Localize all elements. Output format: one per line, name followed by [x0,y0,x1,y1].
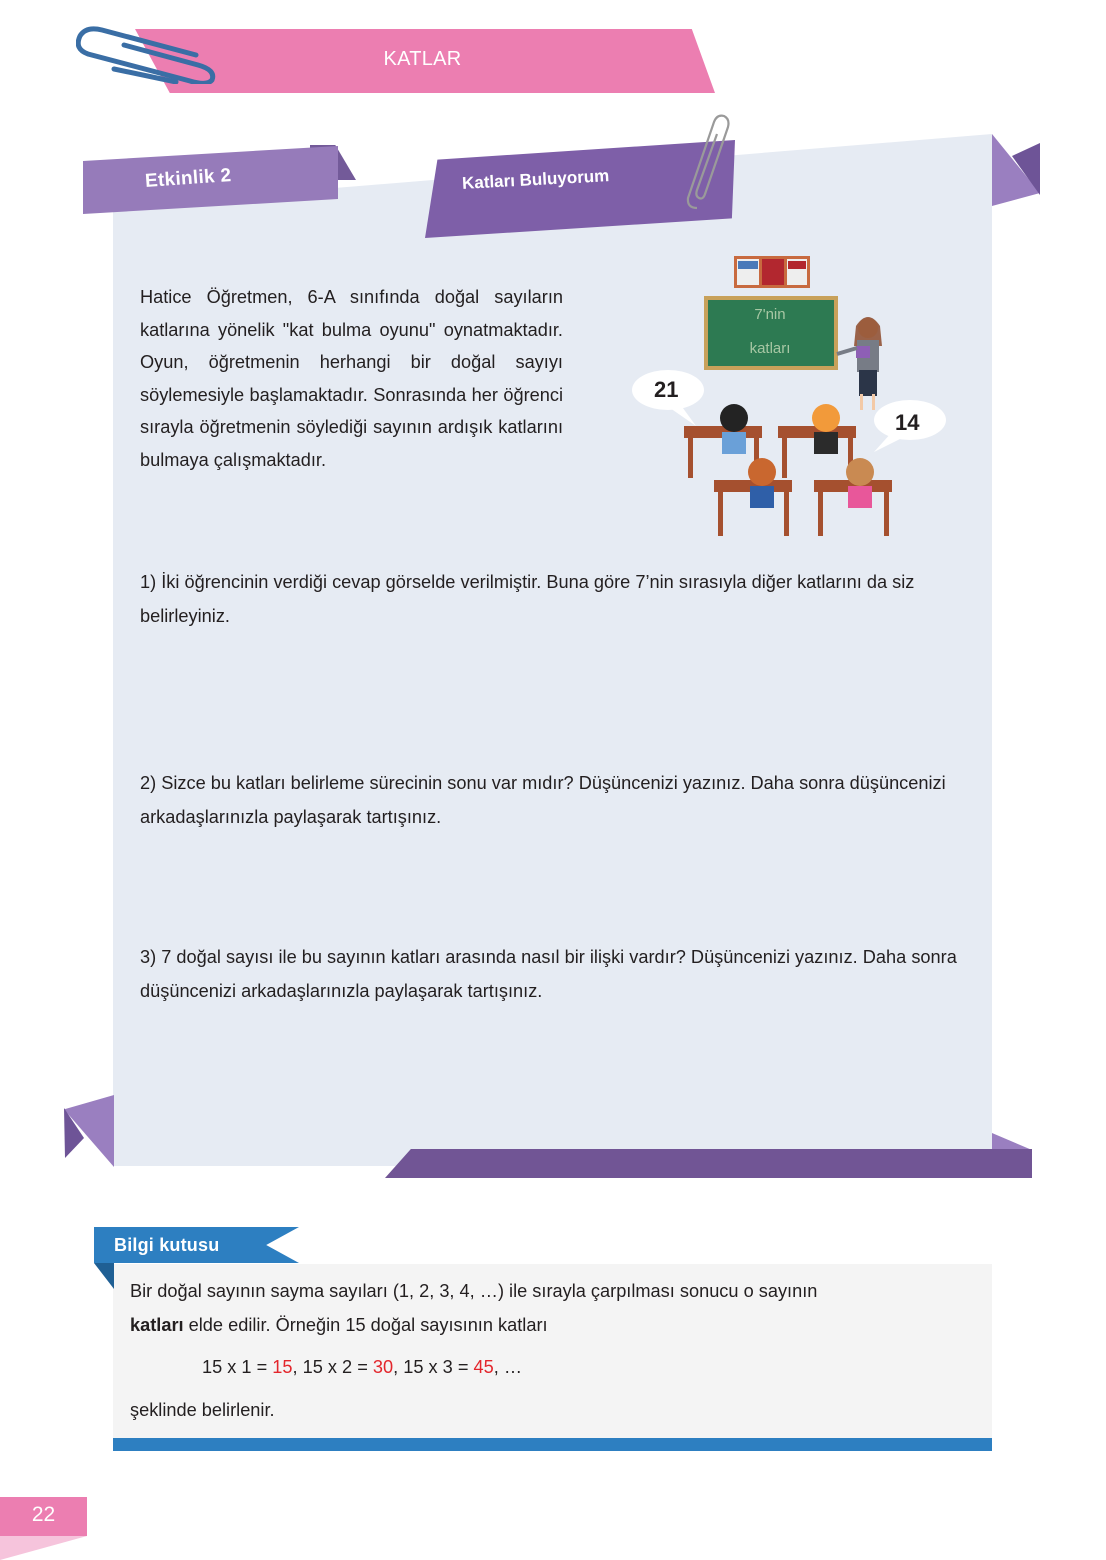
info-box-bottom-bar [113,1438,992,1451]
chapter-title: KATLAR [383,48,462,70]
panel-bottom-band [385,1149,1032,1178]
question-3: 3) 7 doğal sayısı ile bu sayının katları arasında nasıl bir ilişki vardır? Düşüncenizi yazınız. Daha sonra düşüncenizi arkadaşlarınızla paylaşarak tartışınız. [140,947,957,1001]
chalkboard-text-line2: katları [749,340,791,357]
classroom-illustration [630,254,950,554]
speech-bubble-answer-right: 14 [895,410,920,435]
example-separator: , [292,1357,303,1377]
info-tag-fold [94,1263,114,1289]
info-bold-term: katları [130,1315,184,1335]
activity-number-label: Etkinlik 2 [144,165,233,192]
activity-title: Katları Buluyorum [461,166,610,193]
paperclip-icon [683,112,733,217]
info-text-line4: şeklinde belirlenir. [130,1400,275,1420]
example-separator: , [393,1357,404,1377]
info-text-line2-rest: elde edilir. Örneğin 15 doğal sayısının katları [183,1315,548,1335]
example-expr: 15 x 2 = [302,1357,373,1377]
example-expr: 15 x 1 = [202,1357,273,1377]
example-result: 15 [272,1357,293,1377]
chalkboard-text-line1: 7'nin [754,306,786,323]
example-result: 45 [473,1357,494,1377]
page-number-fold [0,1536,87,1560]
info-example-line [202,1357,1052,1378]
speech-bubble-answer-left: 21 [654,377,679,402]
paperclip-icon [76,22,221,84]
activity-intro-text: Hatice Öğretmen, 6-A sınıfında doğal sayıların katlarına yönelik "kat bulma oyunu" oynatmaktadır. Oyun, öğretmenin herhangi bir doğal sayıyı söylemesiyle başlamaktadır. Sonrasında her öğrenci sırayla öğretmenin söylediği sayının ardışık katlarını bulmaya çalışmaktadır. [140,287,563,470]
info-tag-label: Bilgi kutusu [114,1235,220,1255]
info-text-line1: Bir doğal sayının sayma sayıları (1, 2, 3, 4, …) ile sırayla çarpılması sonucu o sayının [130,1281,818,1301]
page-number: 22 [31,1503,56,1526]
example-result: 30 [372,1357,394,1377]
question-1: 1) İki öğrencinin verdiği cevap görselde verilmiştir. Buna göre 7’nin sırasıyla diğer katlarını da siz belirleyiniz. [140,572,915,626]
info-text-line2 [130,1315,980,1336]
ribbon-corner-decoration [992,1133,1032,1150]
example-separator: , … [493,1357,523,1377]
example-expr: 15 x 3 = [403,1357,474,1377]
question-2: 2) Sizce bu katları belirleme sürecinin sonu var mıdır? Düşüncenizi yazınız. Daha sonra düşüncenizi arkadaşlarınızla paylaşarak tartışınız. [140,773,946,827]
